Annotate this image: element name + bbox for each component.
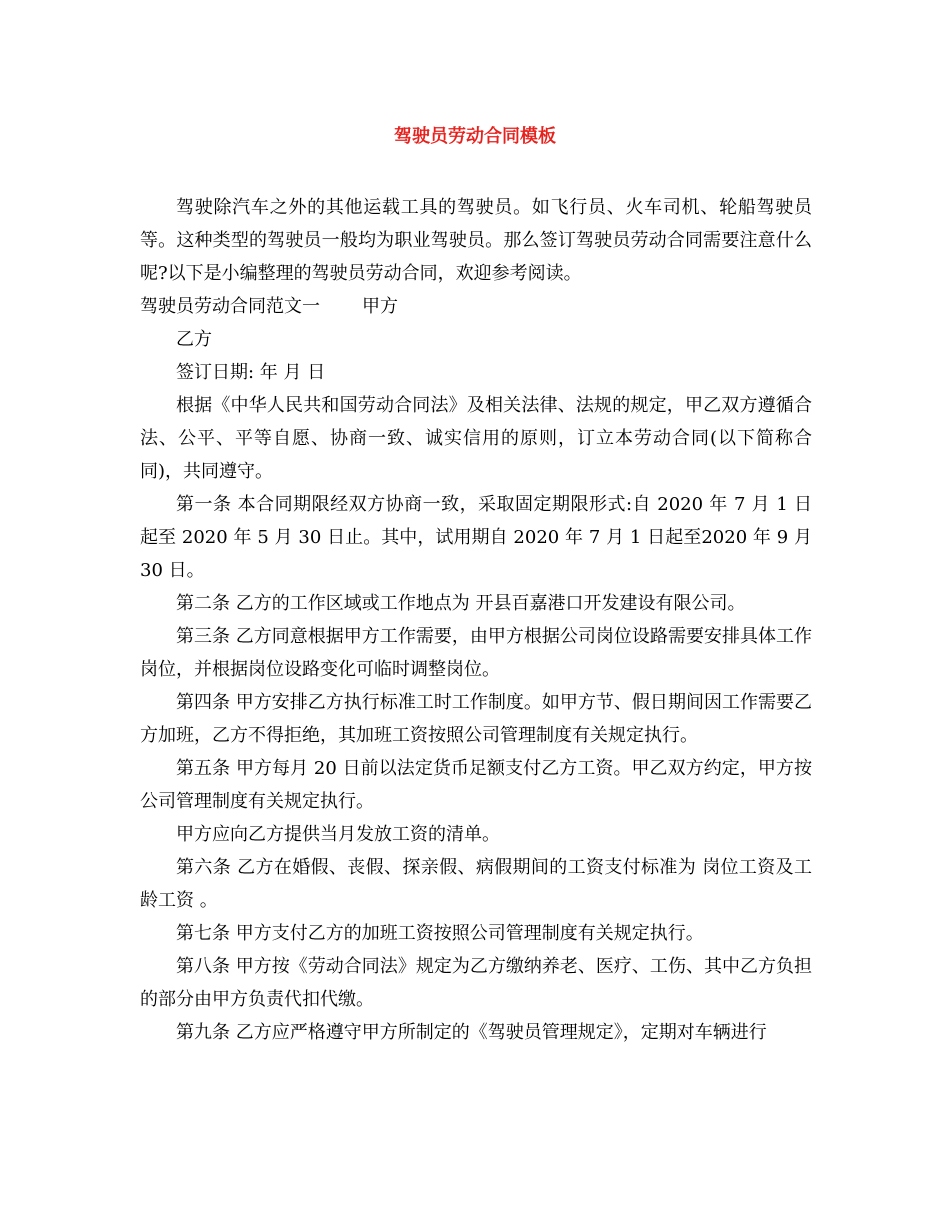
article-5-note: 甲方应向乙方提供当月发放工资的清单。 bbox=[176, 824, 500, 845]
article-6: 第六条 乙方在婚假、丧假、探亲假、病假期间的工资支付标准为 岗位工资及工龄工资 。 bbox=[140, 857, 812, 911]
sign-date: 签订日期: 年 月 日 bbox=[176, 362, 326, 383]
section-heading: 驾驶员劳动合同范文一 bbox=[140, 296, 320, 317]
article-8: 第八条 甲方按《劳动合同法》规定为乙方缴纳养老、医疗、工伤、其中乙方负担的部分由甲方负责代扣代缴。 bbox=[140, 956, 812, 1010]
party-a-label: 甲方 bbox=[362, 296, 398, 317]
article-5: 第五条 甲方每月 20 日前以法定货币足额支付乙方工资。甲乙双方约定，甲方按公司管理制度有关规定执行。 bbox=[140, 758, 812, 812]
article-3: 第三条 乙方同意根据甲方工作需要，由甲方根据公司岗位设路需要安排具体工作岗位，并根据岗位设路变化可临时调整岗位。 bbox=[140, 626, 812, 680]
article-4: 第四条 甲方安排乙方执行标准工时工作制度。如甲方节、假日期间因工作需要乙方加班，乙方不得拒绝，其加班工资按照公司管理制度有关规定执行。 bbox=[140, 692, 812, 746]
article-7: 第七条 甲方支付乙方的加班工资按照公司管理制度有关规定执行。 bbox=[176, 923, 704, 944]
document-body bbox=[140, 191, 812, 1049]
article-9: 第九条 乙方应严格遵守甲方所制定的《驾驶员管理规定》，定期对车辆进行 bbox=[176, 1022, 767, 1043]
paragraph-preamble: 根据《中华人民共和国劳动合同法》及相关法律、法规的规定，甲乙双方遵循合法、公平、平等自愿、协商一致、诚实信用的原则，订立本劳动合同(以下简称合同)，共同遵守。 bbox=[140, 395, 812, 482]
party-b-label: 乙方 bbox=[176, 329, 212, 350]
intro-paragraph: 驾驶除汽车之外的其他运载工具的驾驶员。如飞行员、火车司机、轮船驾驶员等。这种类型的驾驶员一般均为职业驾驶员。那么签订驾驶员劳动合同需要注意什么呢?以下是小编整理的驾驶员劳动合同，欢迎参考阅读。 bbox=[140, 197, 812, 284]
section-heading-line bbox=[140, 290, 812, 323]
article-1: 第一条 本合同期限经双方协商一致，采取固定期限形式:自 2020 年 7 月 1 日起至 2020 年 5 月 30 日止。其中，试用期自 2020 年 7 月 1 日起至2020 年 9 月 30 日。 bbox=[140, 494, 812, 581]
document-title: 驾驶员劳动合同模板 bbox=[394, 126, 556, 147]
article-2: 第二条 乙方的工作区域或工作地点为 开县百嘉港口开发建设有限公司。 bbox=[176, 593, 746, 614]
